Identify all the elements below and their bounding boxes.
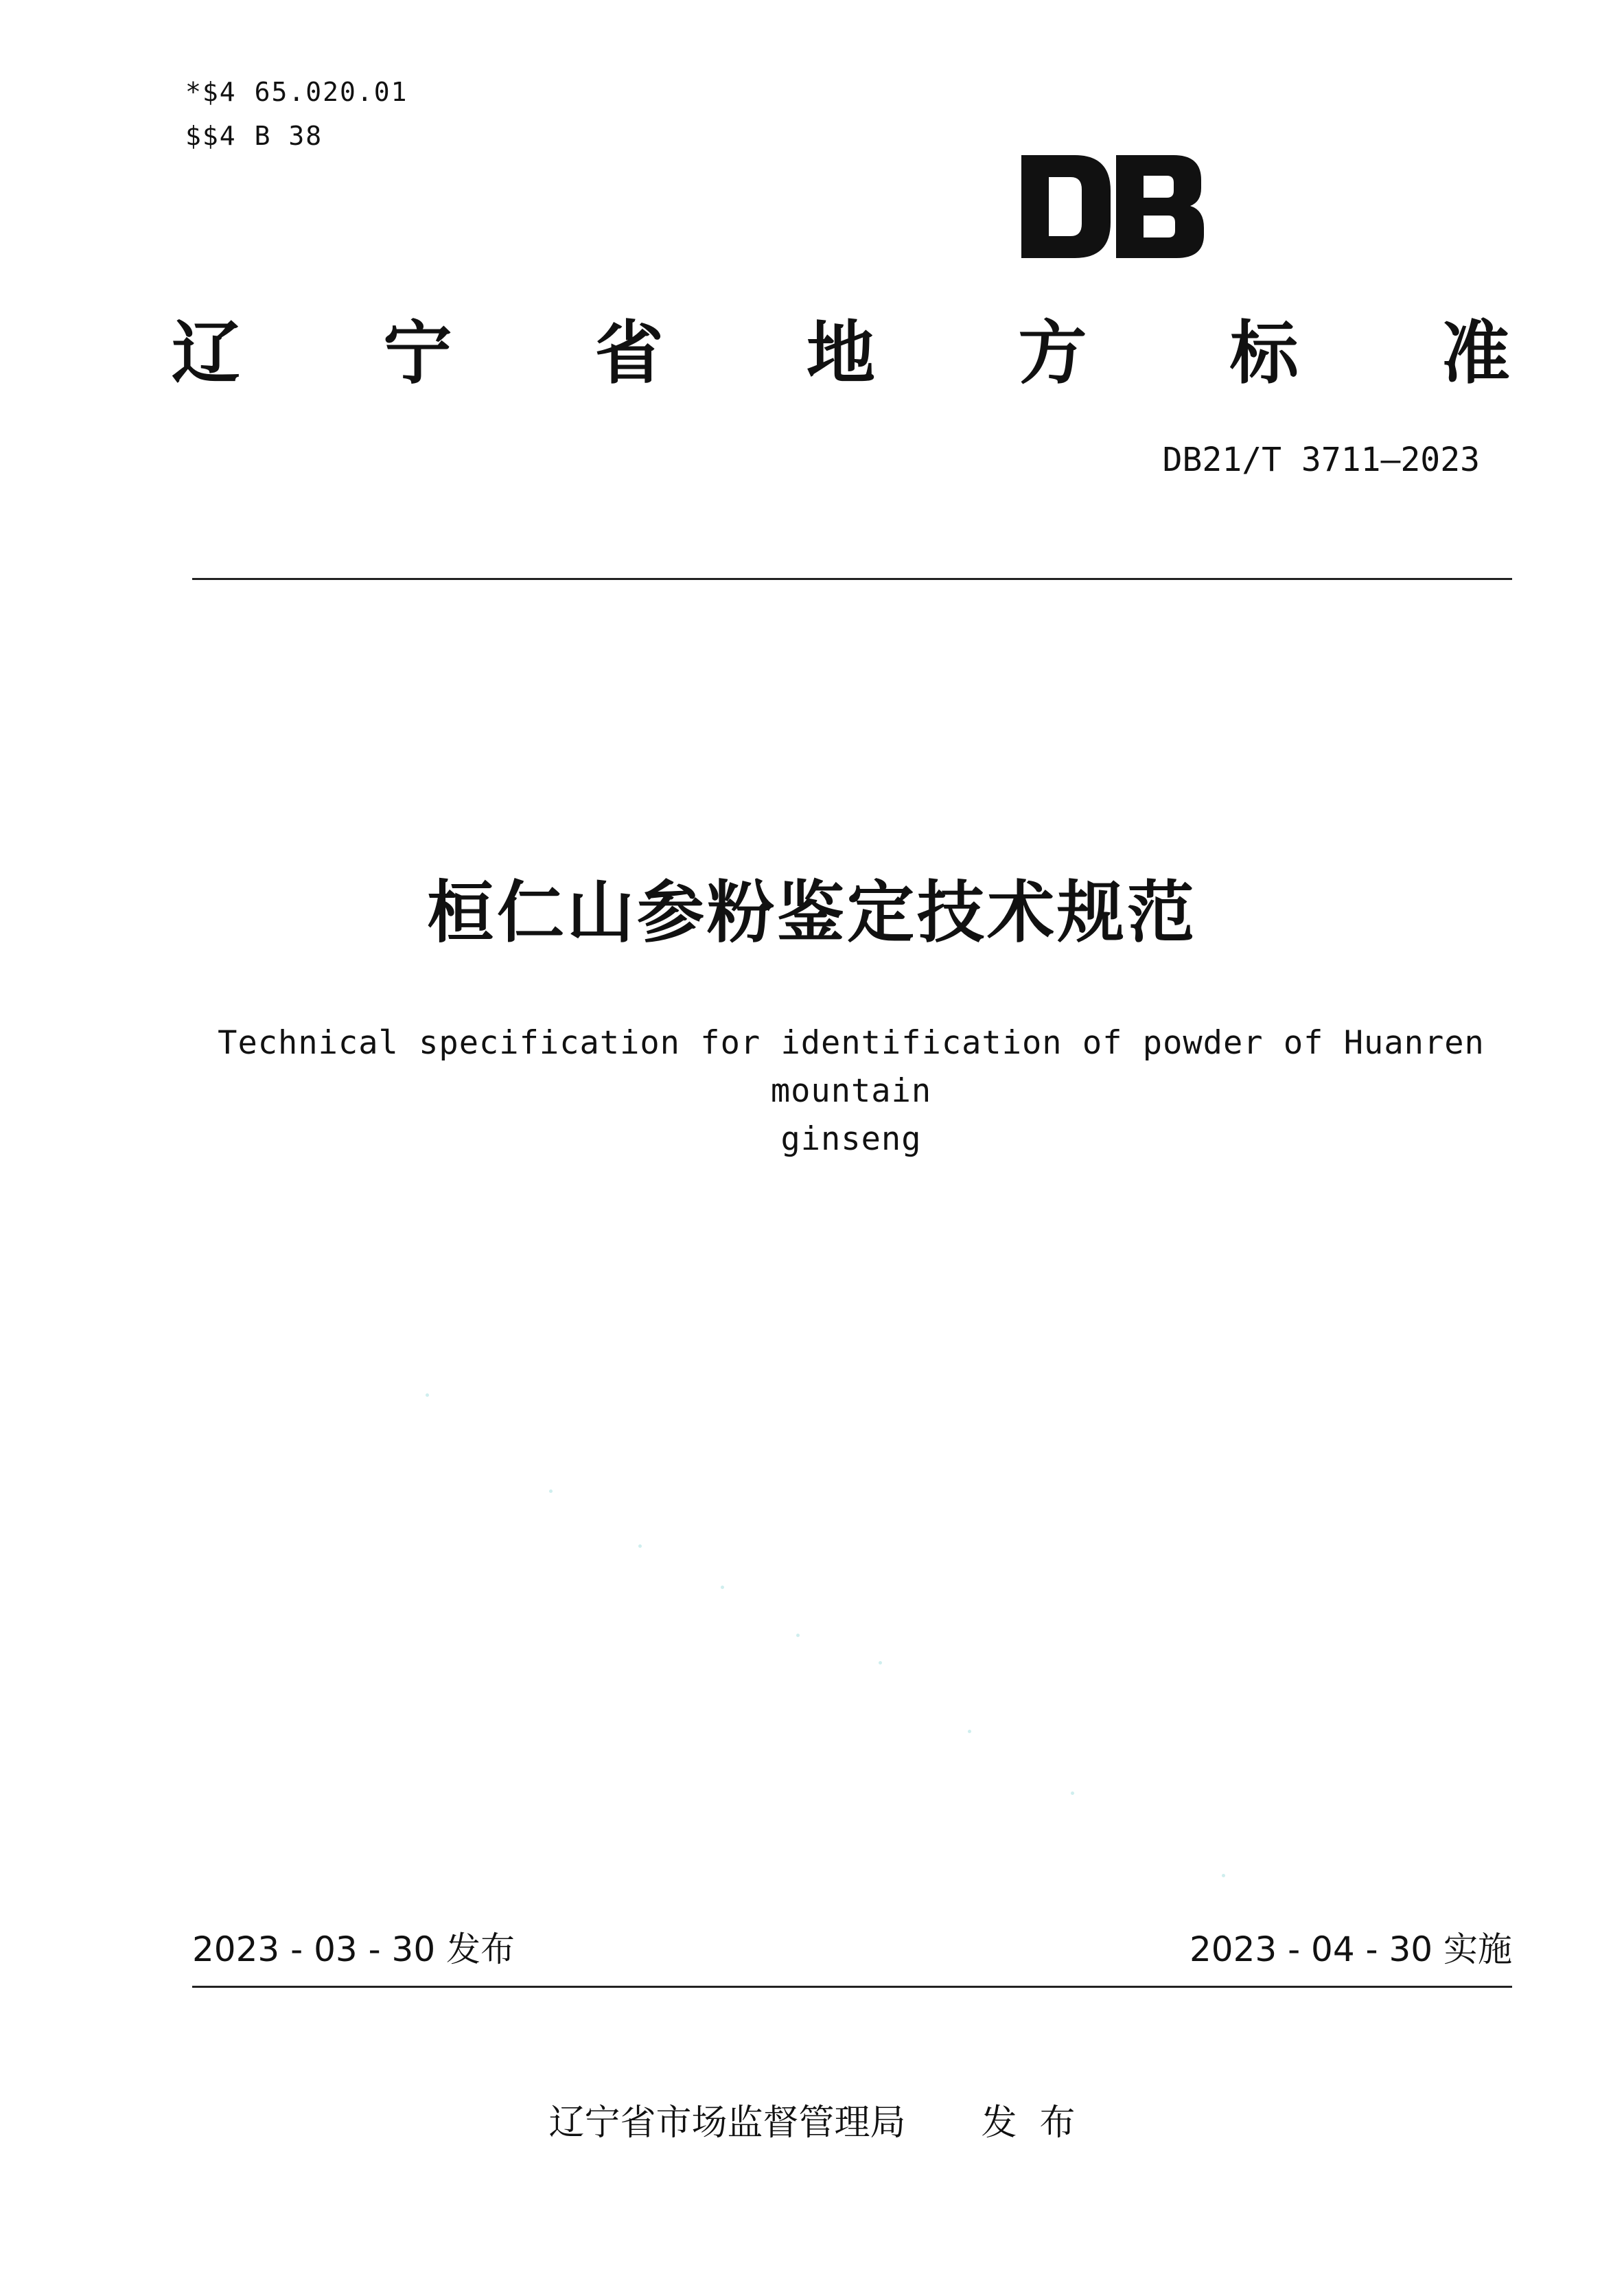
ics-prefix: *$4 [185,77,237,107]
header-divider [192,578,1512,580]
standard-number: DB21/T 3711—2023 [1162,441,1480,479]
issuer-action: 发 布 [981,2102,1076,2144]
scan-speck [1071,1791,1074,1795]
scan-speck [968,1730,971,1733]
ccs-code: B 38 [254,121,323,151]
scan-speck [796,1634,800,1637]
standard-type-title [172,312,1510,395]
standard-type-char: 省 [594,313,664,393]
footer-divider [192,1986,1512,1988]
ccs-code-line [185,121,340,151]
ics-code: 65.020.01 [254,77,408,107]
scan-speck [638,1544,642,1548]
scan-speck [1222,1874,1225,1877]
standard-type-char: 标 [1229,313,1299,393]
scan-speck [549,1489,553,1493]
publish-date: 2023 - 03 - 30 发布 [192,1929,515,1969]
scan-speck [721,1586,724,1589]
standard-type-char: 地 [806,313,875,393]
title-english-line-2: ginseng [780,1120,922,1158]
issuer-name: 辽宁省市场监督管理局 [548,2102,906,2144]
standard-type-char: 宁 [383,313,452,393]
issuer-line [0,2094,1624,2145]
standard-type-char: 辽 [172,313,240,393]
title-english [185,1019,1517,1163]
title-english-line-1: Technical specification for identification of powder of Huanren mountain [218,1024,1485,1110]
standard-type-char: 方 [1018,313,1087,393]
scan-speck [426,1393,429,1397]
scan-speck [879,1661,882,1665]
implement-date: 2023 - 04 - 30 实施 [1189,1929,1512,1969]
standard-type-char: 准 [1441,313,1510,393]
db-logo [1021,155,1204,258]
ccs-prefix: $$4 [185,121,237,151]
ics-code-line [185,77,426,107]
title-chinese: 桓仁山参粉鉴定技术规范 [426,874,1197,952]
db-logo-graphic [1021,155,1204,258]
